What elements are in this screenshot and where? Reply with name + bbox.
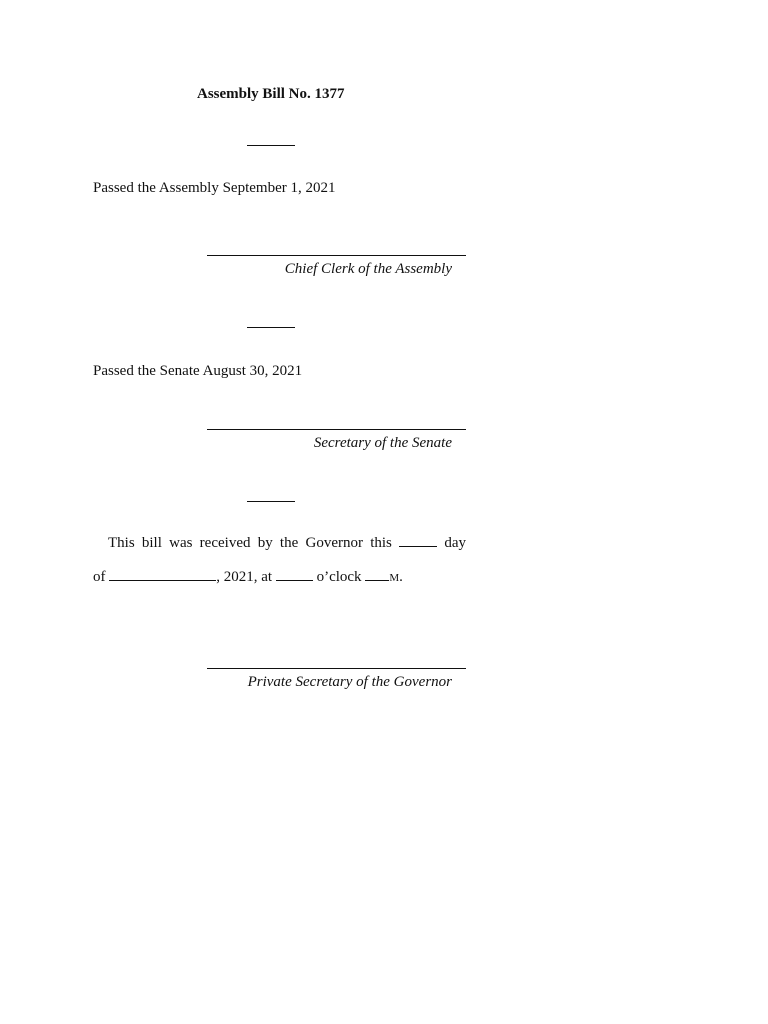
- day-blank: [399, 545, 437, 547]
- oclock-text: o’clock: [316, 569, 362, 585]
- separator-rule: [247, 327, 295, 328]
- senate-signature-label: Secretary of the Senate: [313, 435, 452, 451]
- assembly-passed-line: Passed the Assembly September 1, 2021: [93, 180, 336, 196]
- day-word: day: [444, 535, 467, 551]
- governor-received-line-2: [93, 569, 403, 586]
- assembly-signature-label: Chief Clerk of the Assembly: [284, 261, 452, 277]
- separator-rule: [247, 145, 295, 146]
- senate-passed-line: Passed the Senate August 30, 2021: [93, 363, 303, 379]
- governor-received-line-1: [93, 535, 466, 552]
- senate-signature-line: [207, 429, 466, 430]
- hour-blank: [276, 579, 313, 581]
- separator-rule: [247, 501, 295, 502]
- governor-signature-label: Private Secretary of the Governor: [247, 674, 452, 690]
- governor-signature-line: [207, 668, 466, 669]
- bill-title: Assembly Bill No. 1377: [197, 86, 345, 102]
- of-word: of: [93, 569, 106, 585]
- assembly-signature-line: [207, 255, 466, 256]
- meridiem-suffix: m.: [389, 569, 403, 585]
- ampm-blank: [365, 579, 389, 581]
- received-text: This bill was received by the Governor this: [108, 535, 392, 551]
- year-text: , 2021, at: [216, 569, 273, 585]
- month-blank: [109, 579, 216, 581]
